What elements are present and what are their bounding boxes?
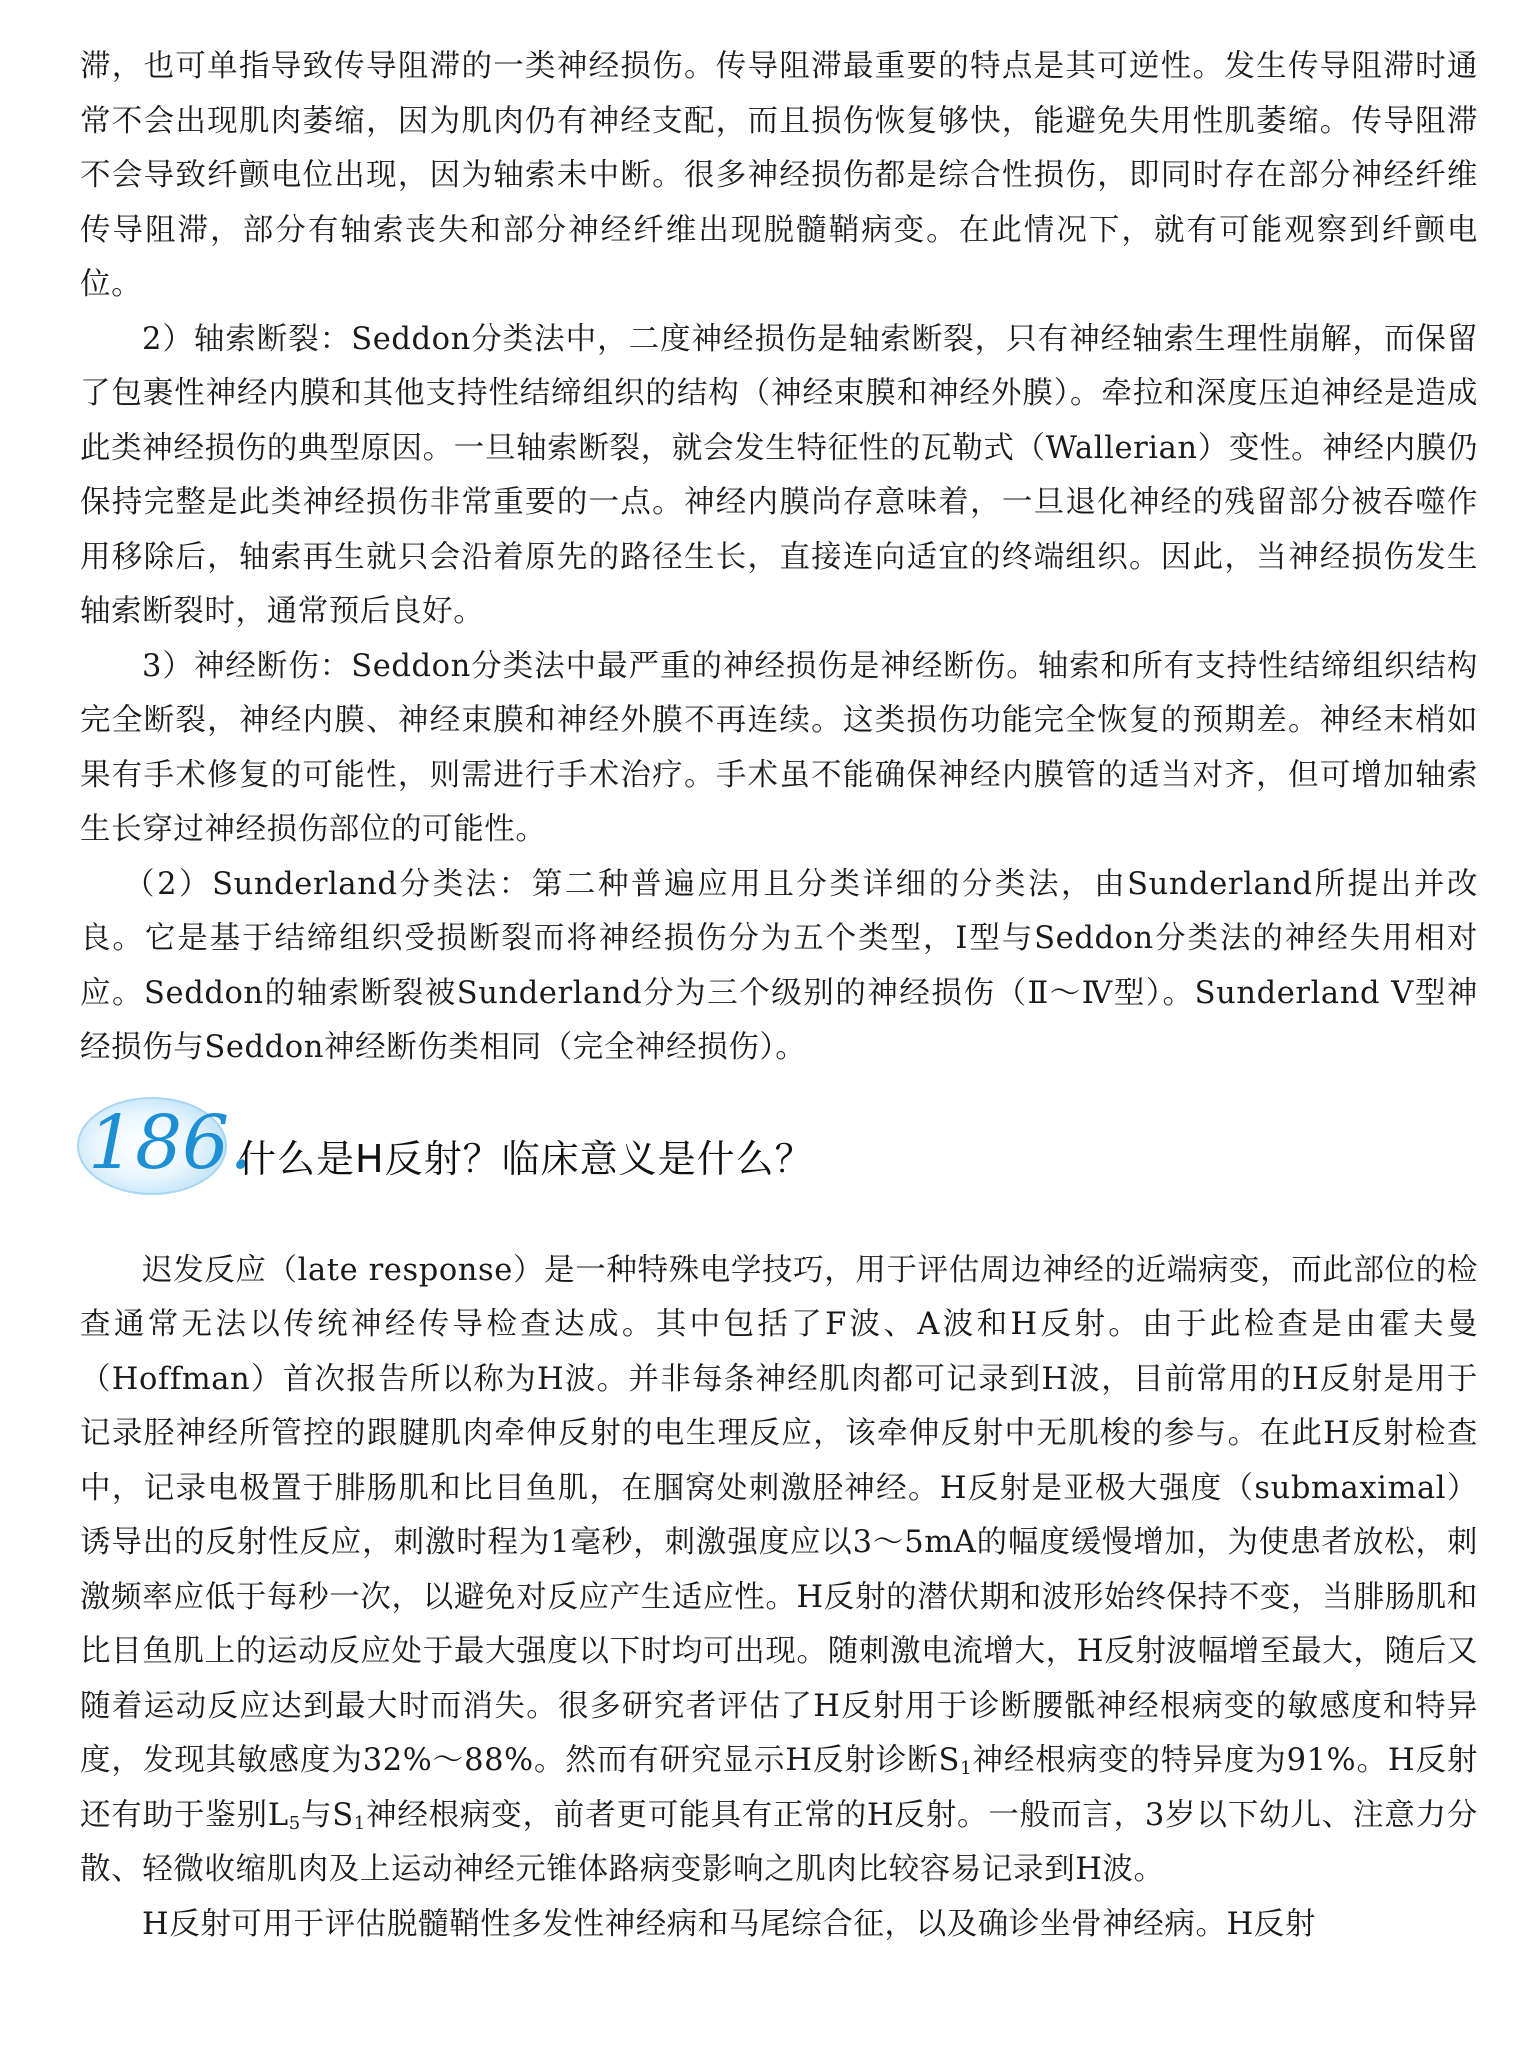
paragraph-axonotmesis: 2）轴索断裂：Seddon分类法中，二度神经损伤是轴索断裂，只有神经轴索生理性崩解，而保留了包裹性神经内膜和其他支持性结缔组织的结构（神经束膜和神经外膜）。牵拉和深度压迫神经是造成此类神经损伤的典型原因。一旦轴索断裂，就会发生特征性的瓦勒式（Wallerian）变性。神经内膜仍保持完整是此类神经损伤非常重要的一点。神经内膜尚存意味着，一旦退化神经的残留部分被吞噬作用移除后，轴索再生就只会沿着原先的路径生长，直接连向适宜的终端组织。因此，当神经损伤发生轴索断裂时，通常预后良好。 [80,321,1478,629]
paragraph-conduction-block: 滞，也可单指导致传导阻滞的一类神经损伤。传导阻滞最重要的特点是其可逆性。发生传导阻滞时通常不会出现肌肉萎缩，因为肌肉仍有神经支配，而且损伤恢复够快，能避免失用性肌萎缩。传导阻滞不会导致纤颤电位出现，因为轴索未中断。很多神经损伤都是综合性损伤，即同时存在部分神经纤维传导阻滞，部分有轴索丧失和部分神经纤维出现脱髓鞘病变。在此情况下，就有可能观察到纤颤电位。 [80,49,1478,302]
page [80,40,1478,1952]
question-number: 186. [88,1099,253,1186]
paragraph-neurotmesis: 3）神经断伤：Seddon分类法中最严重的神经损伤是神经断伤。轴索和所有支持性结缔组织结构完全断裂，神经内膜、神经束膜和神经外膜不再连续。这类损伤功能完全恢复的预期差。神经末梢如果有手术修复的可能性，则需进行手术治疗。手术虽不能确保神经内膜管的适当对齐，但可增加轴索生长穿过神经损伤部位的可能性。 [80,648,1478,847]
paragraph-sunderland: （2）Sunderland分类法：第二种普遍应用且分类详细的分类法，由Sunderland所提出并改良。它是基于结缔组织受损断裂而将神经损伤分为五个类型，Ⅰ型与Seddon分类法的神经失用相对应。Seddon的轴索断裂被Sunderland分为三个级别的神经损伤（Ⅱ～Ⅳ型）。Sunderland Ⅴ型神经损伤与Seddon神经断伤类相同（完全神经损伤）。 [80,866,1478,1065]
section-title: 什么是H反射？临床意义是什么？ [238,1136,814,1181]
paragraph-h-reflex-uses: H反射可用于评估脱髓鞘性多发性神经病和马尾综合征，以及确诊坐骨神经病。H反射 [142,1906,1316,1942]
paragraph-h-reflex-intro: 迟发反应（late response）是一种特殊电学技巧，用于评估周边神经的近端病变，而此部位的检查通常无法以传统神经传导检查达成。其中包括了F波、A波和H反射。由于此检查是由霍夫曼（Hoffman）首次报告所以称为H波。并非每条神经肌肉都可记录到H波，目前常用的H反射是用于记录胫神经所管控的跟腱肌肉牵伸反射的电生理反应，该牵伸反射中无肌梭的参与。在此H反射检查中，记录电极置于腓肠肌和比目鱼肌，在腘窝处刺激胫神经。H反射是亚极大强度（submaximal）诱导出的反射性反应，刺激时程为1毫秒，刺激强度应以3～5mA的幅度缓慢增加，为使患者放松，刺激频率应低于每秒一次，以避免对反应产生适应性。H反射的潜伏期和波形始终保持不变，当腓肠肌和比目鱼肌上的运动反应处于最大强度以下时均可出现。随刺激电流增大，H反射波幅增至最大，随后又随着运动反应达到最大时而消失。很多研究者评估了H反射用于诊断腰骶神经根病变的敏感度和特异度，发现其敏感度为32%～88%。然而有研究显示H反射诊断$S_1$神经根病变的特异度为91%。H反射还有助于鉴别$L_5$与$S_1$神经根病变，前者更可能具有正常的H反射。一般而言，3岁以下幼儿、注意力分散、轻微收缩肌肉及上运动神经元锥体路病变影响之肌肉比较容易记录到H波。 [80,1252,1479,1887]
section-header [80,1090,1478,1210]
question-number-badge [74,1090,254,1200]
